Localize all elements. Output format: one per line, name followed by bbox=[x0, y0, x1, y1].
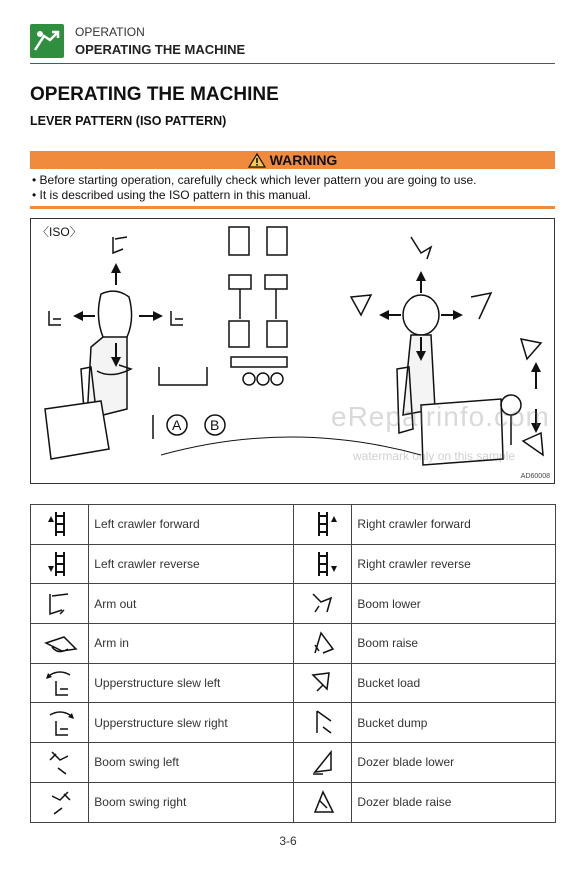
legend-icon-cell bbox=[294, 544, 352, 584]
boom-raise-icon bbox=[305, 627, 341, 659]
right-crawler-forward-icon bbox=[305, 508, 341, 540]
boom-swing-left-icon bbox=[42, 746, 78, 778]
warning-banner bbox=[30, 151, 555, 169]
legend-icon-cell bbox=[294, 505, 352, 545]
dozer-blade-raise-icon bbox=[305, 786, 341, 818]
header-title: OPERATING THE MACHINE bbox=[75, 42, 246, 57]
legend-icon-cell bbox=[294, 624, 352, 664]
header-divider bbox=[30, 63, 555, 64]
legend-label: Dozer blade lower bbox=[352, 743, 556, 783]
legend-icon-cell bbox=[294, 782, 352, 822]
header-section: OPERATION bbox=[75, 25, 145, 39]
right-crawler-reverse-icon bbox=[305, 548, 341, 580]
legend-label: Boom swing right bbox=[89, 782, 294, 822]
legend-label: Upperstructure slew left bbox=[89, 663, 294, 703]
legend-icon-cell bbox=[31, 663, 89, 703]
page-number: 3-6 bbox=[279, 834, 297, 848]
iso-label: 〈ISO〉 bbox=[37, 225, 82, 239]
legend-icon-cell bbox=[31, 782, 89, 822]
legend-row bbox=[31, 743, 556, 783]
page-title: OPERATING THE MACHINE bbox=[30, 84, 279, 105]
left-crawler-reverse-icon bbox=[42, 548, 78, 580]
legend-label: Bucket load bbox=[352, 663, 556, 703]
legend-icon-cell bbox=[31, 743, 89, 783]
boom-lower-icon bbox=[305, 588, 341, 620]
legend-label: Boom swing left bbox=[89, 743, 294, 783]
arm-out-icon bbox=[42, 588, 78, 620]
legend-row bbox=[31, 703, 556, 743]
lever-pattern-illustration bbox=[31, 219, 555, 484]
legend-icon-cell bbox=[31, 584, 89, 624]
lever-legend-table bbox=[30, 504, 556, 823]
warning-text bbox=[30, 173, 555, 203]
callout-a: A bbox=[172, 417, 182, 433]
legend-row bbox=[31, 782, 556, 822]
warning-triangle-icon bbox=[248, 153, 266, 168]
bucket-load-icon bbox=[305, 667, 341, 699]
lever-pattern-figure bbox=[30, 218, 555, 484]
legend-label: Left crawler forward bbox=[89, 505, 294, 545]
warning-bullet: • Before starting operation, carefully check which lever pattern you are going to use. bbox=[32, 173, 477, 187]
legend-icon-cell bbox=[294, 584, 352, 624]
legend-icon-cell bbox=[31, 505, 89, 545]
legend-icon-cell bbox=[294, 703, 352, 743]
legend-label: Upperstructure slew right bbox=[89, 703, 294, 743]
watermark-main: eRepairinfo.com bbox=[331, 401, 550, 432]
legend-label: Bucket dump bbox=[352, 703, 556, 743]
dozer-blade-lower-icon bbox=[305, 746, 341, 778]
legend-icon-cell bbox=[31, 703, 89, 743]
arm-in-icon bbox=[42, 627, 78, 659]
legend-row bbox=[31, 505, 556, 545]
legend-label: Right crawler reverse bbox=[352, 544, 556, 584]
legend-label: Arm out bbox=[89, 584, 294, 624]
boom-swing-right-icon bbox=[42, 786, 78, 818]
figure-code: AD60008 bbox=[520, 473, 550, 480]
legend-label: Left crawler reverse bbox=[89, 544, 294, 584]
slew-right-icon bbox=[42, 707, 78, 739]
legend-row bbox=[31, 544, 556, 584]
legend-label: Dozer blade raise bbox=[352, 782, 556, 822]
legend-row bbox=[31, 663, 556, 703]
bucket-dump-icon bbox=[305, 707, 341, 739]
warning-bullet: • It is described using the ISO pattern in this manual. bbox=[32, 188, 312, 202]
slew-left-icon bbox=[42, 667, 78, 699]
left-crawler-forward-icon bbox=[42, 508, 78, 540]
section-subtitle: LEVER PATTERN (ISO PATTERN) bbox=[30, 114, 227, 128]
watermark-sub: watermark only on this sample bbox=[353, 449, 516, 463]
warning-bottom-rule bbox=[30, 206, 555, 209]
legend-label: Right crawler forward bbox=[352, 505, 556, 545]
legend-label: Boom lower bbox=[352, 584, 556, 624]
warning-label: WARNING bbox=[269, 152, 338, 168]
legend-icon-cell bbox=[294, 743, 352, 783]
legend-row bbox=[31, 584, 556, 624]
callout-b: B bbox=[210, 417, 220, 433]
legend-row bbox=[31, 624, 556, 664]
legend-label: Boom raise bbox=[352, 624, 556, 664]
legend-label: Arm in bbox=[89, 624, 294, 664]
legend-icon-cell bbox=[294, 663, 352, 703]
operation-section-icon bbox=[30, 24, 64, 58]
legend-icon-cell bbox=[31, 624, 89, 664]
legend-icon-cell bbox=[31, 544, 89, 584]
